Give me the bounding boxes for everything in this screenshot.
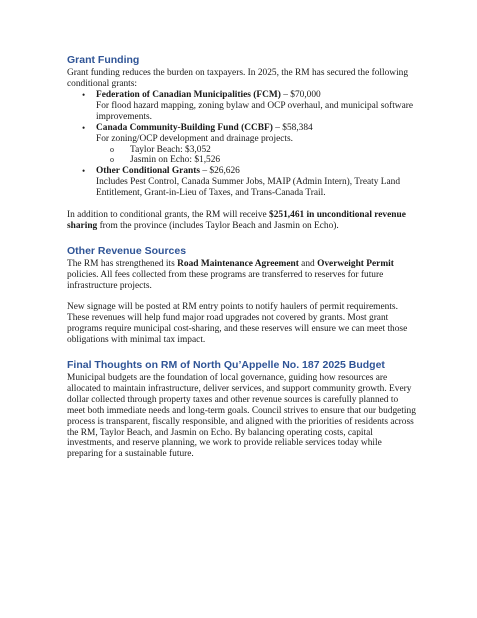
grant-item-title: Federation of Canadian Municipalities (FCM) — [96, 90, 281, 100]
grant-item-amount: – $26,626 — [200, 166, 240, 177]
bullet-icon: • — [82, 90, 86, 100]
grant-item-other — [82, 166, 422, 199]
circle-bullet-icon: o — [110, 144, 114, 154]
grant-intro: Grant funding reduces the burden on taxpayers. In 2025, the RM has secured the following conditional grants: — [67, 68, 409, 89]
grant-item-desc: Includes Pest Control, Canada Summer Jobs, MAIP (Admin Intern), Treaty Land Entitlement, Grant-in-Lieu of Taxes, and Trans-Canada Trail. — [96, 177, 401, 199]
other-revenue-paragraph-2: New signage will be posted at RM entry points to notify haulers of permit requirements. These revenues will help fund major road upgrades not covered by grants. Most grant programs require municipal cost-sharing, and these reserves will ensure we can meet those obligations with minimal tax impact. — [67, 302, 408, 345]
final-thoughts-paragraph: Municipal budgets are the foundation of local governance, guiding how resources are allocated to maintain infrastructure, deliver services, and support community growth. Every dollar collected through property taxes and other revenue sources is carefully planned to meet both immediate needs and long-term goals. Council strives to ensure that our budgeting process is transparent, fiscally responsible, and aligned with the priorities of residents across the RM, Taylor Beach, and Jasmin on Echo. By balancing operating costs, capital investments, and reserve planning, we work to provide reliable services today while preparing for a sustainable future. — [67, 373, 416, 460]
sub-item: o Taylor Beach: $3,052 — [110, 144, 211, 155]
grant-item-desc: For flood hazard mapping, zoning bylaw and OCP overhaul, and municipal software improvements. — [96, 100, 414, 122]
grant-item-title: Other Conditional Grants — [96, 166, 201, 177]
sub-item: o Jasmin on Echo: $1,526 — [110, 155, 221, 166]
final-thoughts-heading: Final Thoughts on RM of North Qu’Appelle No. 187 2025 Budget — [67, 359, 385, 371]
grant-funding-heading: Grant Funding — [67, 54, 140, 66]
revenue-sharing-paragraph: In addition to conditional grants, the RM will receive $251,461 in unconditional revenue sharing from the province (includes Taylor Beach and Jasmin on Echo). — [67, 210, 406, 231]
grant-item-amount: – $58,384 — [272, 122, 313, 133]
circle-bullet-icon: o — [110, 155, 114, 165]
other-revenue-paragraph-1: The RM has strengthened its Road Maintenance Agreement and Overweight Permit policies. All fees collected from these programs are transferred to reserves for future infrastructure projects. — [67, 259, 394, 291]
grant-item-desc: For zoning/OCP development and drainage projects. — [96, 133, 294, 144]
grant-item-amount: – $70,000 — [280, 90, 321, 100]
grant-item-fcm — [82, 90, 422, 123]
grant-item-title: Canada Community-Building Fund (CCBF) — [96, 122, 273, 133]
other-revenue-heading: Other Revenue Sources — [67, 245, 187, 257]
grant-item-ccbf — [82, 123, 422, 167]
bullet-icon: • — [82, 166, 86, 177]
bullet-icon: • — [82, 122, 86, 133]
grant-list — [82, 90, 422, 199]
ccbf-sublist — [96, 145, 422, 167]
